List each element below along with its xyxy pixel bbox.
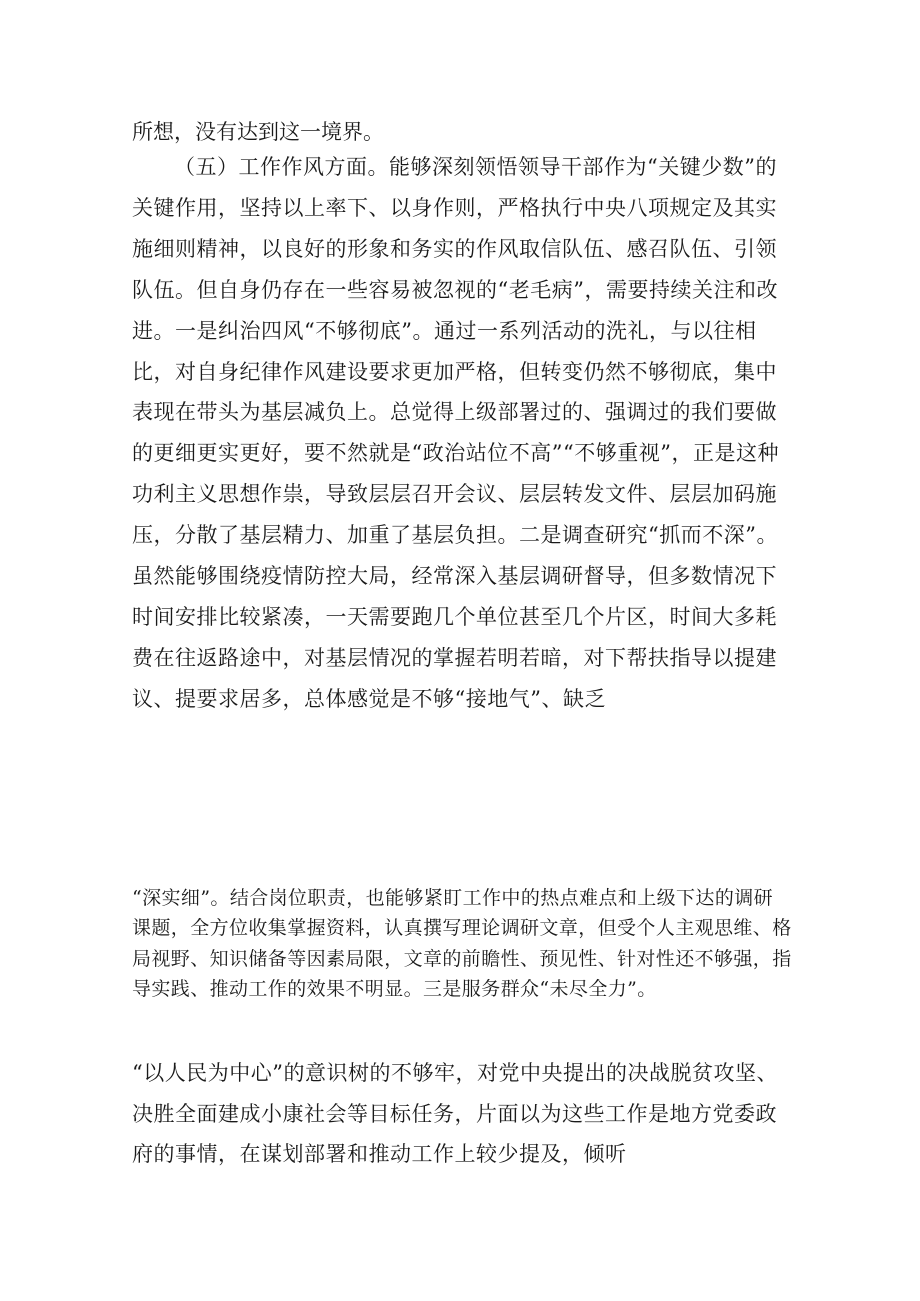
paragraph-research: “深实细”。结合岗位职责，也能够紧盯工作中的热点难点和上级下达的调研课题，全方位收集掌握资料，认真撰写理论调研文章，但受个人主观思维、格局视野、知识储备等因素局限，文章的前瞻性、预见性、针对性还不够强，指导实践、推动工作的效果不明显。三是服务群众“未尽全力”。 xyxy=(132,887,792,1001)
paragraph-continuation: 所想，没有达到这一境界。 xyxy=(132,120,384,144)
paragraph-serve-masses: “以人民为中心”的意识树的不够牢，对党中央提出的决战脱贫攻坚、决胜全面建成小康社会等目标任务，片面以为这些工作是地方党委政府的事情，在谋划部署和推动工作上较少提及，倾听 xyxy=(132,1061,778,1166)
paragraph-work-style: （五）工作作风方面。能够深刻领悟领导干部作为“关键少数”的关键作用，坚持以上率下、以身作则，严格执行中央八项规定及其实施细则精神，以良好的形象和务实的作风取信队伍、感召队伍、引领队伍。但自身仍存在一些容易被忽视的“老毛病”，需要持续关注和改进。一是纠治四风“不够彻底”。通过一系列活动的洗礼，与以往相比，对自身纪律作风建设要求更加严格，但转变仍然不够彻底，集中表现在带头为基层减负上。总觉得上级部署过的、强调过的我们要做的更细更实更好，要不然就是“政治站位不高”“不够重视”，正是这种功利主义思想作祟，导致层层召开会议、层层转发文件、层层加码施压，分散了基层精力、加重了基层负担。二是调查研究“抓而不深”。虽然能够围绕疫情防控大局，经常深入基层调研督导，但多数情况下时间安排比较紧凑，一天需要跑几个单位甚至几个片区，时间大多耗费在往返路途中，对基层情况的掌握若明若暗，对下帮扶指导以提建议、提要求居多，总体感觉是不够“接地气”、缺乏 xyxy=(132,155,779,711)
